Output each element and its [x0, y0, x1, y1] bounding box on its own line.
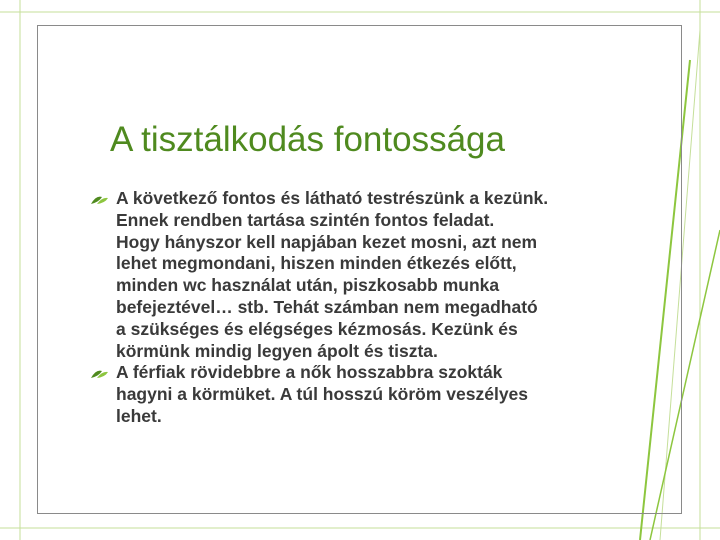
bullet-item: [90, 362, 650, 427]
bullet-line: lehet megmondani, hiszen minden étkezés előtt,: [116, 253, 517, 274]
bullet-line: befejeztével… stb. Tehát számban nem megadható: [116, 296, 538, 317]
leaf-bullet-icon: [90, 194, 110, 206]
bullet-line: Ennek rendben tartása szintén fontos feladat.: [116, 209, 495, 230]
slide-title: A tisztálkodás fontossága: [110, 120, 505, 159]
bullet-line: hagyni a körmüket. A túl hosszú köröm veszélyes: [116, 384, 529, 405]
bullet-line: A következő fontos és látható testrészünk a kezünk.: [116, 188, 549, 208]
bullet-line: körmünk mindig legyen ápolt és tiszta.: [116, 340, 438, 361]
bullet-list: [90, 188, 650, 428]
leaf-bullet-icon: [90, 368, 110, 380]
bullet-line: Hogy hányszor kell napjában kezet mosni, azt nem: [116, 231, 538, 252]
bullet-line: minden wc használat után, piszkosabb munka: [116, 275, 500, 296]
bullet-line: lehet.: [116, 405, 162, 426]
bullet-item: [90, 188, 650, 362]
bullet-line: a szükséges és elégséges kézmosás. Kezünk és: [116, 318, 518, 339]
bullet-line: A férfiak rövidebbre a nők hosszabbra szokták: [116, 362, 503, 383]
